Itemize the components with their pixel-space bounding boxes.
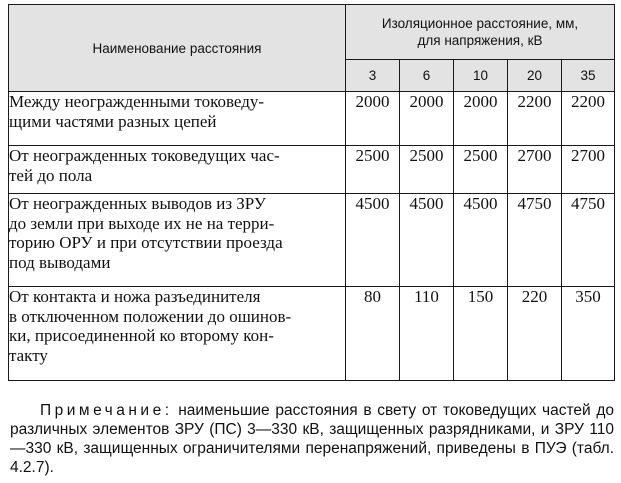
voltage-header-6: 6 — [400, 60, 454, 92]
table-row — [9, 287, 615, 381]
voltage-header-3: 3 — [346, 60, 400, 92]
cell-value: 4500 — [400, 194, 454, 287]
cell-value: 2500 — [454, 146, 508, 194]
table-row — [9, 194, 615, 287]
cell-value: 4750 — [562, 194, 615, 287]
column-header-name: Наименование расстояния — [9, 5, 346, 92]
cell-value: 2500 — [400, 146, 454, 194]
cell-value: 220 — [508, 287, 562, 381]
note-label: Примечание: — [40, 402, 173, 419]
cell-value: 4500 — [346, 194, 400, 287]
cell-value: 80 — [346, 287, 400, 381]
cell-value: 2700 — [508, 146, 562, 194]
cell-value: 2700 — [562, 146, 615, 194]
cell-value: 350 — [562, 287, 615, 381]
row-name: От неогражденных токоведущих час- тей до пола — [9, 146, 346, 194]
cell-value: 2000 — [346, 92, 400, 146]
note-text: наименьшие расстояния в свету от токоведущих частей до различных элементов ЗРУ (ПС) 3—330 кВ, защищенных разрядниками, и ЗРУ 110—330 кВ, защищенных ограничителями перенапряжений, приведены в ПУЭ (табл. 4.2.7). — [10, 402, 614, 476]
row-name: От неогражденных выводов из ЗРУ до земли при выходе их не на терри- торию ОРУ и при отсутствии проезда под выводами — [9, 194, 346, 287]
cell-value: 4750 — [508, 194, 562, 287]
cell-value: 150 — [454, 287, 508, 381]
cell-value: 2500 — [346, 146, 400, 194]
table-row — [9, 92, 615, 146]
distance-table — [8, 4, 615, 381]
voltage-header-20: 20 — [508, 60, 562, 92]
column-header-insulation-distance: Изоляционное расстояние, мм, для напряжения, кВ — [346, 5, 615, 60]
cell-value: 2200 — [562, 92, 615, 146]
cell-value: 2000 — [454, 92, 508, 146]
cell-value: 4500 — [454, 194, 508, 287]
table-row — [9, 146, 615, 194]
row-name: Между неогражденными токоведу- щими частями разных цепей — [9, 92, 346, 146]
cell-value: 2000 — [400, 92, 454, 146]
voltage-header-35: 35 — [562, 60, 615, 92]
voltage-header-10: 10 — [454, 60, 508, 92]
cell-value: 110 — [400, 287, 454, 381]
cell-value: 2200 — [508, 92, 562, 146]
table-note — [10, 401, 614, 477]
row-name: От контакта и ножа разъединителя в отключенном положении до ошинов- ки, присоединенной ко второму кон- такту — [9, 287, 346, 381]
